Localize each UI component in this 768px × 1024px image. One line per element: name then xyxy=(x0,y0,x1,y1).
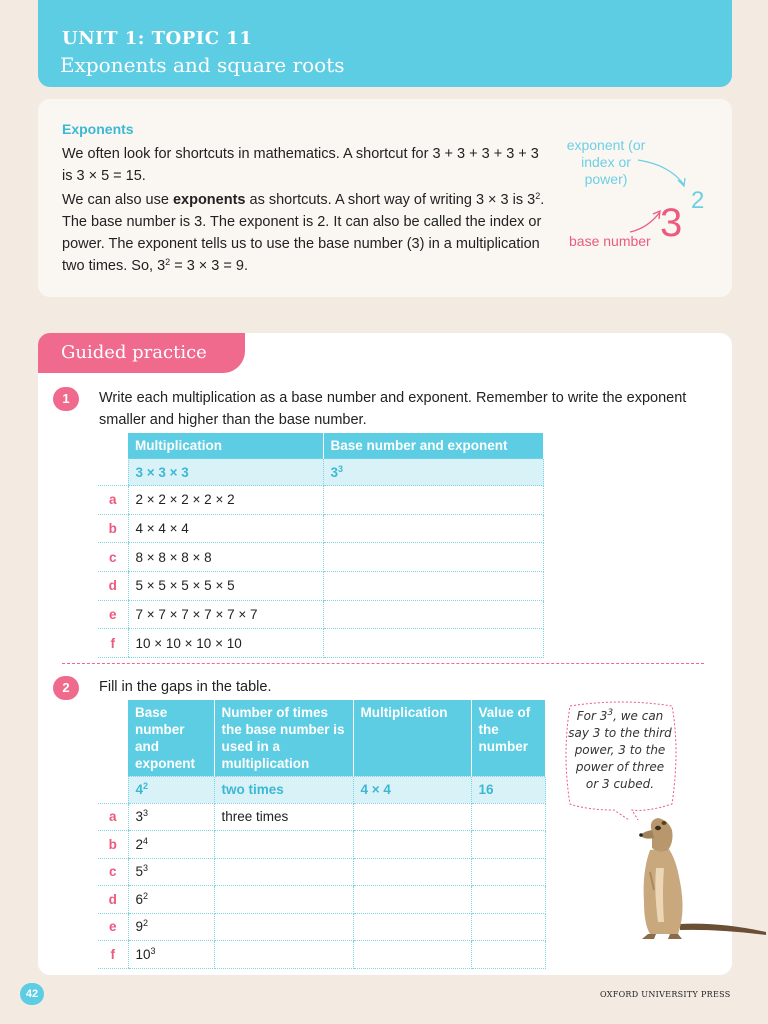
example-multiplication: 3 × 3 × 3 xyxy=(128,459,323,486)
example-base: 4 xyxy=(135,782,144,797)
example-value: 16 xyxy=(471,776,546,803)
row-label: f xyxy=(98,629,128,658)
base-exponent-cell xyxy=(128,831,214,859)
superscript: 2 xyxy=(535,191,541,201)
base: 10 xyxy=(135,946,151,962)
question-2-text: Fill in the gaps in the table. xyxy=(99,679,272,695)
exponent: 3 xyxy=(143,863,149,874)
table-row xyxy=(98,629,544,658)
exponent: 2 xyxy=(143,918,149,929)
times-answer-cell[interactable] xyxy=(214,831,353,859)
multiplication-answer-cell[interactable] xyxy=(353,858,471,886)
intro-text-part: . The base number is 3. The exponent is 2. It can also be called the index or power. The exponent tells us to use the base number (3) in a multiplication two times. So, 3 xyxy=(62,192,545,274)
example-multiplication: 4 × 4 xyxy=(353,776,471,803)
multiplication-answer-cell[interactable] xyxy=(353,886,471,914)
intro-paragraph-1: We often look for shortcuts in mathematics. A shortcut for 3 + 3 + 3 + 3 + 3 is 3 × 5 = 15. xyxy=(62,146,539,184)
row-label: b xyxy=(98,831,128,859)
speech-bubble-text xyxy=(568,708,672,793)
value-answer-cell[interactable] xyxy=(471,886,546,914)
example-base-exponent xyxy=(128,776,214,803)
row-label: a xyxy=(98,486,128,515)
table-row xyxy=(98,572,544,601)
row-label: e xyxy=(98,600,128,629)
example-times: two times xyxy=(214,776,353,803)
exponent: 3 xyxy=(150,945,156,956)
row-label-empty xyxy=(98,776,128,803)
column-header-base-exponent: Base number and exponent xyxy=(128,700,214,776)
question-1-badge: 1 xyxy=(53,387,79,411)
row-label-empty xyxy=(98,700,128,776)
figure-exponent-number: 2 xyxy=(691,187,705,214)
table-row xyxy=(98,803,546,831)
table-row xyxy=(98,600,544,629)
value-answer-cell[interactable] xyxy=(471,941,546,969)
row-label: d xyxy=(98,886,128,914)
multiplication-cell: 10 × 10 × 10 × 10 xyxy=(128,629,323,658)
table-row xyxy=(98,831,546,859)
column-header-multiplication: Multiplication xyxy=(353,700,471,776)
answer-cell[interactable] xyxy=(323,600,544,629)
page-number: 42 xyxy=(20,983,44,1005)
base-exponent-cell xyxy=(128,941,214,969)
base-exponent-cell xyxy=(128,803,214,831)
intro-text-part: as shortcuts. A short way of writing 3 × 3 is 3 xyxy=(245,192,536,208)
superscript: 2 xyxy=(165,257,171,267)
section-divider xyxy=(62,663,704,664)
row-label-empty xyxy=(98,433,128,459)
column-header-base-exponent: Base number and exponent xyxy=(323,433,544,459)
base-exponent-cell xyxy=(128,913,214,941)
publisher-credit: OXFORD UNIVERSITY PRESS xyxy=(600,990,731,999)
meerkat-illustration xyxy=(620,812,768,940)
intro-paragraph-2 xyxy=(62,189,546,277)
answer-cell[interactable] xyxy=(323,486,544,515)
intro-text-part: = 3 × 3 = 9. xyxy=(170,258,248,274)
figure-base-label: base number xyxy=(569,233,651,249)
base: 5 xyxy=(135,864,144,880)
table-header-row xyxy=(98,700,546,776)
times-answer-cell[interactable] xyxy=(214,941,353,969)
row-label: e xyxy=(98,913,128,941)
exponent: 4 xyxy=(143,835,149,846)
base: 3 xyxy=(135,809,144,825)
question-2-badge: 2 xyxy=(53,676,79,700)
speech-superscript: 3 xyxy=(607,708,614,718)
base-exponent-cell xyxy=(128,886,214,914)
times-cell: three times xyxy=(214,803,353,831)
table-row xyxy=(98,543,544,572)
table-row xyxy=(98,858,546,886)
row-label-empty xyxy=(98,459,128,486)
base: 2 xyxy=(135,836,144,852)
table-row xyxy=(98,514,544,543)
column-header-value: Value of the number xyxy=(471,700,546,776)
base: 6 xyxy=(135,891,144,907)
exponent: 3 xyxy=(143,808,149,819)
multiplication-answer-cell[interactable] xyxy=(353,803,471,831)
answer-cell[interactable] xyxy=(323,543,544,572)
base: 9 xyxy=(135,919,144,935)
example-base: 3 xyxy=(330,464,339,480)
row-label: c xyxy=(98,858,128,886)
times-answer-cell[interactable] xyxy=(214,858,353,886)
table-row xyxy=(98,941,546,969)
multiplication-cell: 5 × 5 × 5 × 5 × 5 xyxy=(128,572,323,601)
example-exponent: 2 xyxy=(143,781,149,791)
unit-label: UNIT 1: TOPIC 11 xyxy=(62,28,253,49)
table-row xyxy=(98,913,546,941)
intro-heading: Exponents xyxy=(62,121,134,137)
example-row xyxy=(98,776,546,803)
row-label: c xyxy=(98,543,128,572)
speech-text-part: For 3 xyxy=(576,709,608,723)
row-label: a xyxy=(98,803,128,831)
table-header-row xyxy=(98,433,544,459)
exponent: 2 xyxy=(143,890,149,901)
meerkat-tail xyxy=(680,924,766,935)
value-answer-cell[interactable] xyxy=(471,803,546,831)
multiplication-cell: 4 × 4 × 4 xyxy=(128,514,323,543)
multiplication-cell: 7 × 7 × 7 × 7 × 7 × 7 xyxy=(128,600,323,629)
figure-exponent-label: exponent (or index or power) xyxy=(566,137,646,187)
exponents-bold-term: exponents xyxy=(172,192,246,208)
multiplication-answer-cell[interactable] xyxy=(353,831,471,859)
answer-cell[interactable] xyxy=(323,629,544,658)
question-1-text: Write each multiplication as a base number and exponent. Remember to write the exponent smaller and higher than the base number. xyxy=(99,390,687,428)
value-answer-cell[interactable] xyxy=(471,913,546,941)
times-answer-cell[interactable] xyxy=(214,913,353,941)
answer-cell[interactable] xyxy=(323,572,544,601)
answer-cell[interactable] xyxy=(323,514,544,543)
base-exponent-cell xyxy=(128,858,214,886)
question-2-table xyxy=(98,700,546,969)
guided-practice-title: Guided practice xyxy=(61,342,207,363)
multiplication-cell: 2 × 2 × 2 × 2 × 2 xyxy=(128,486,323,515)
multiplication-cell: 8 × 8 × 8 × 8 xyxy=(128,543,323,572)
example-exponent: 3 xyxy=(338,463,344,474)
value-answer-cell[interactable] xyxy=(471,831,546,859)
example-answer xyxy=(323,459,544,486)
topic-title: Exponents and square roots xyxy=(60,53,345,77)
multiplication-answer-cell[interactable] xyxy=(353,941,471,969)
column-header-times: Number of times the base number is used in a multiplication xyxy=(214,700,353,776)
intro-text-part: We can also use xyxy=(62,192,173,208)
example-row xyxy=(98,459,544,486)
row-label: b xyxy=(98,514,128,543)
value-answer-cell[interactable] xyxy=(471,858,546,886)
speech-text-part: , we can say 3 to the third power, 3 to the power of three or 3 cubed. xyxy=(568,709,672,791)
row-label: d xyxy=(98,572,128,601)
table-row xyxy=(98,886,546,914)
figure-base-number: 3 xyxy=(660,201,683,245)
column-header-multiplication: Multiplication xyxy=(128,433,323,459)
table-row xyxy=(98,486,544,515)
row-label: f xyxy=(98,941,128,969)
times-answer-cell[interactable] xyxy=(214,886,353,914)
question-1-table xyxy=(98,433,544,658)
multiplication-answer-cell[interactable] xyxy=(353,913,471,941)
